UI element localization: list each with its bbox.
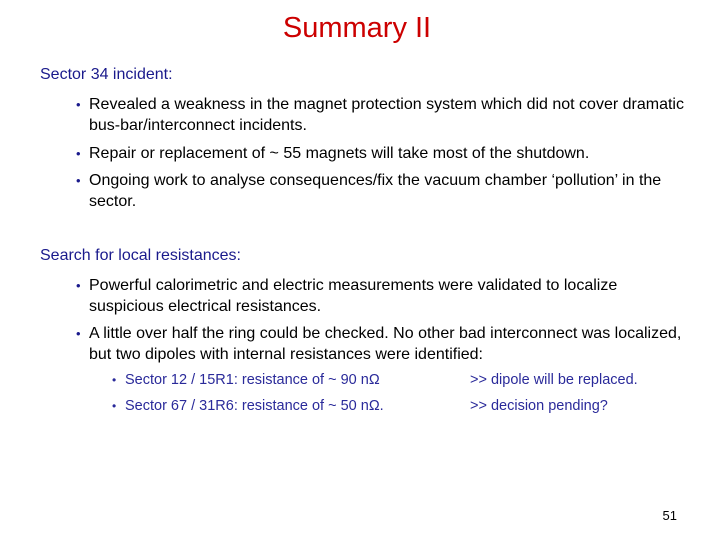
bullet-item xyxy=(76,94,696,136)
bullet-text: A little over half the ring could be checked. No other bad interconnect was localized, but two dipoles with internal resistances were identified: xyxy=(89,325,682,363)
bullet-icon: • xyxy=(112,373,117,387)
bullet-icon: • xyxy=(76,97,81,112)
sub-bullet-note: >> dipole will be replaced. xyxy=(470,372,638,388)
bullet-item xyxy=(76,170,696,212)
bullet-text: Powerful calorimetric and electric measurements were validated to localize suspicious electrical resistances. xyxy=(89,277,618,315)
bullet-text: Repair or replacement of ~ 55 magnets will take most of the shutdown. xyxy=(89,145,590,162)
section-heading-sector-34: Sector 34 incident: xyxy=(40,66,173,83)
bullet-icon: • xyxy=(76,173,81,188)
sub-bullet-item xyxy=(112,371,380,389)
sub-bullet-text: Sector 12 / 15R1: resistance of ~ 90 nΩ xyxy=(125,372,380,388)
section-heading-local-resistances: Search for local resistances: xyxy=(40,247,241,264)
bullet-icon: • xyxy=(112,399,117,413)
bullet-item xyxy=(76,323,696,365)
sub-bullet-item xyxy=(112,397,384,415)
sub-bullet-text: Sector 67 / 31R6: resistance of ~ 50 nΩ. xyxy=(125,398,384,414)
slide-title: Summary II xyxy=(282,12,432,44)
page-number: 51 xyxy=(662,508,677,523)
bullet-icon: • xyxy=(76,278,81,293)
sub-bullet-note: >> decision pending? xyxy=(470,398,608,414)
bullet-text: Revealed a weakness in the magnet protection system which did not cover dramatic bus-bar/interconnect incidents. xyxy=(89,96,684,134)
bullet-icon: • xyxy=(76,326,81,341)
bullet-item xyxy=(76,275,696,317)
bullet-text: Ongoing work to analyse consequences/fix the vacuum chamber ‘pollution’ in the sector. xyxy=(89,172,662,210)
bullet-item xyxy=(76,143,696,164)
bullet-icon: • xyxy=(76,146,81,161)
